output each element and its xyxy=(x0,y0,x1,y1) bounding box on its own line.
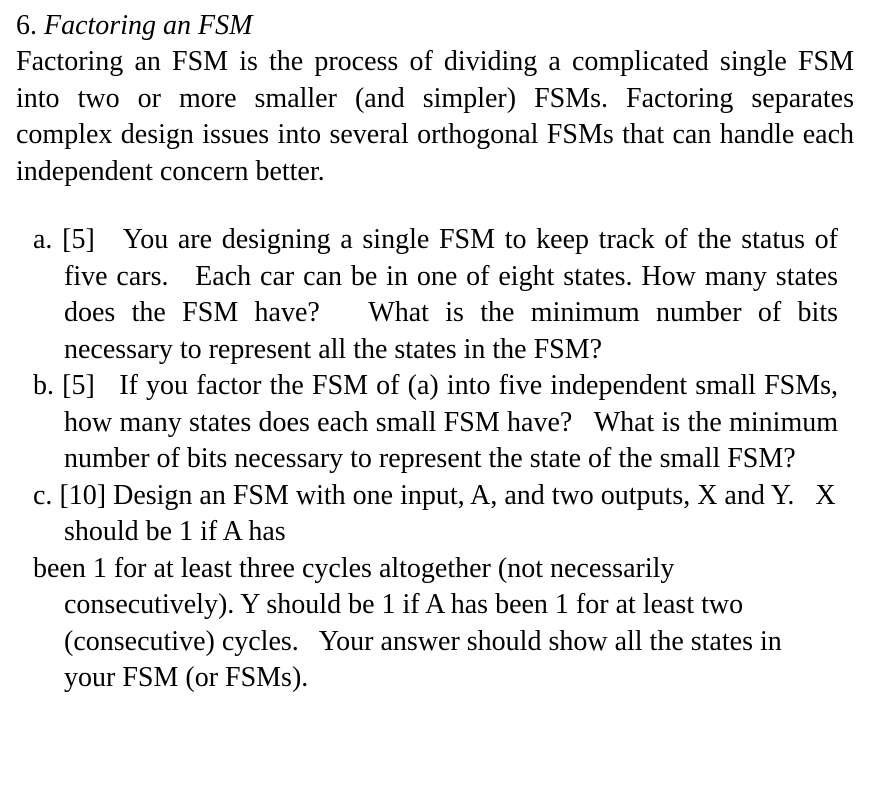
part-b xyxy=(33,368,838,478)
section-heading xyxy=(16,8,854,44)
part-c-points: [10] xyxy=(59,479,107,511)
intro-paragraph: Factoring an FSM is the process of dividing a complicated single FSM into two or more smaller (and simpler) FSMs. Factoring separates complex design issues into several orthogonal FSMs that can handle each independent concern better. xyxy=(16,46,854,187)
part-c xyxy=(33,478,838,697)
section-number: 6. xyxy=(16,10,37,41)
part-b-points: [5] xyxy=(62,370,95,401)
document-page xyxy=(16,8,854,190)
section-title: Factoring an FSM xyxy=(44,10,253,41)
part-a-points: [5] xyxy=(62,224,95,255)
part-c-label: c. xyxy=(33,479,53,511)
part-a xyxy=(33,222,838,368)
part-b-label: b. xyxy=(33,370,54,401)
part-a-label: a. xyxy=(33,224,53,255)
part-c-text-line2: been 1 for at least three cycles altogether (not necessarily consecutively). Y should be 1 if A has been 1 for at least two (consecutive) cycles. Your answer should show all the states in your FSM (or FSMs). xyxy=(33,552,782,693)
part-c-text-line1: Design an FSM with one input, A, and two outputs, X and Y. X should be 1 if A has xyxy=(64,479,836,547)
exercise-parts xyxy=(33,222,838,697)
part-a-text: You are designing a single FSM to keep track of the status of five cars. Each car can be in one of eight states. How many states does the FSM have? What is the minimum number of bits necessary to represent all the states in the FSM? xyxy=(64,224,838,365)
part-b-text: If you factor the FSM of (a) into five independent small FSMs, how many states does each small FSM have? What is the minimum number of bits necessary to represent the state of the small FSM? xyxy=(64,370,839,474)
